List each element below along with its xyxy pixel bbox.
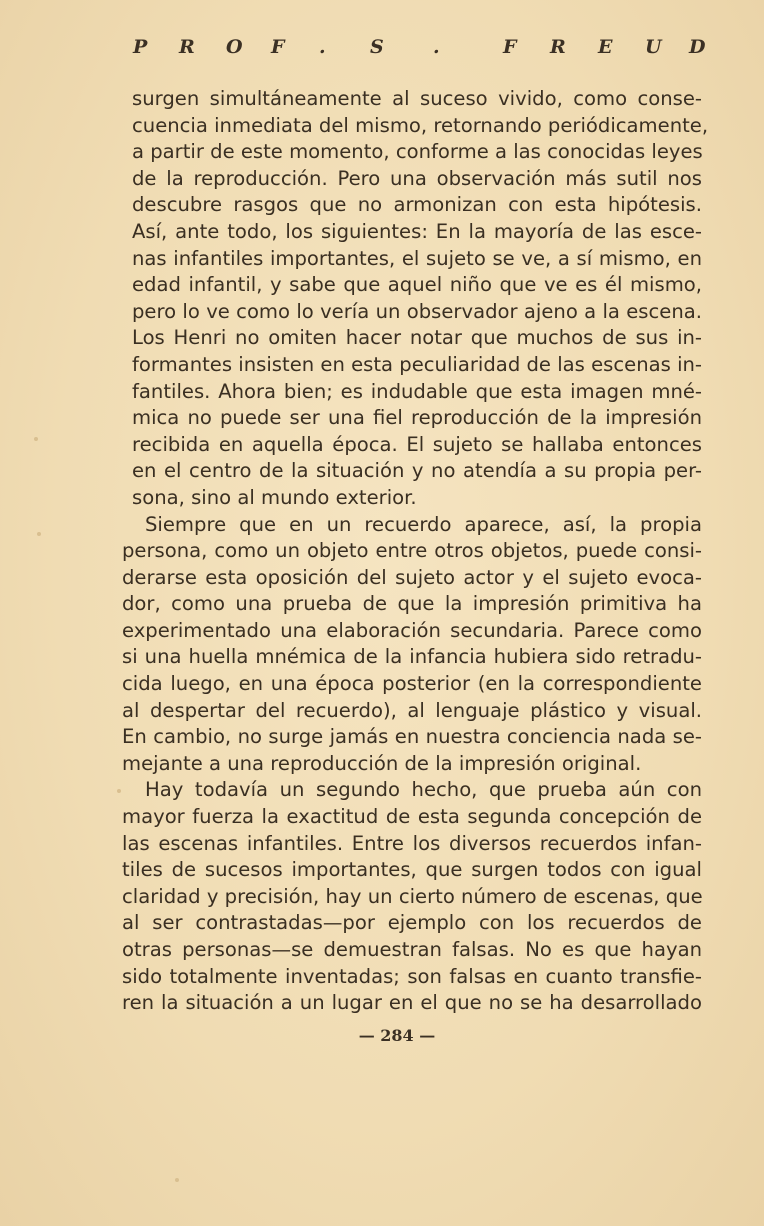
text-line: persona, como un objeto entre otros objetos, puede consi- [122,539,702,563]
page-number: — 284 — [358,1026,436,1045]
text-line: cida luego, en una época posterior (en la correspondiente [122,672,702,696]
text-line: Así, ante todo, los siguientes: En la mayoría de las esce- [132,219,702,243]
running-head-letter: F [271,36,285,58]
paper-speck [34,437,38,441]
text-line: cuencia inmediata del mismo, retornando periódicamente, [132,113,709,137]
text-line: fantiles. Ahora bien; es indudable que esta imagen mné- [132,379,702,403]
text-line: mayor fuerza la exactitud de esta segunda concepción de [122,805,702,829]
text-line: derarse esta oposición del sujeto actor y el sujeto evoca- [122,565,702,589]
text-line: al despertar del recuerdo), al lenguaje plástico y visual. [122,698,702,722]
text-line: surgen simultáneamente al suceso vivido, como conse- [132,87,702,110]
text-line: edad infantil, y sabe que aquel niño que ve es él mismo, [132,273,702,297]
text-line: a partir de este momento, conforme a las conocidas leyes [132,140,703,164]
text-line: experimentado una elaboración secundaria. Parece como [122,618,702,642]
paper-speck [117,789,121,793]
running-head-letter: F [503,36,517,58]
running-head-letter: . [433,36,440,58]
body-text [122,86,709,1017]
running-head-letter: E [598,36,613,58]
text-line: si una huella mnémica de la infancia hubiera sido retradu- [122,645,702,669]
text-line: descubre rasgos que no armonizan con esta hipótesis. [132,193,702,217]
text-line: nas infantiles importantes, el sujeto se ve, a sí mismo, en [132,246,702,270]
text-line: recibida en aquella época. El sujeto se hallaba entonces [132,432,702,456]
running-head-letter: O [226,36,243,58]
text-line: tiles de sucesos importantes, que surgen todos con igual [122,858,702,882]
text-line: claridad y precisión, hay un cierto número de escenas, que [122,884,703,908]
text-line: Los Henri no omiten hacer notar que muchos de sus in- [132,326,702,350]
text-line: ren la situación a un lugar en el que no se ha desarrollado [122,991,702,1015]
running-head-letter: P [133,36,148,58]
running-head [133,36,705,66]
text-line: en el centro de la situación y no atendía a su propia per- [132,459,702,483]
text-line: pero lo ve como lo vería un observador ajeno a la escena. [132,299,702,323]
running-head-letter: U [645,36,662,58]
text-line: mica no puede ser una fiel reproducción de la impresión [132,406,702,430]
text-line: dor, como una prueba de que la impresión primitiva ha [122,592,702,616]
running-head-letter: R [550,36,566,58]
running-head-letter: D [689,36,706,58]
text-line: al ser contrastadas—por ejemplo con los recuerdos de [122,911,702,935]
text-line: mejante a una reproducción de la impresión original. [122,751,642,775]
text-line: otras personas—se demuestran falsas. No es que hayan [122,938,702,961]
running-head-letter: . [319,36,326,58]
running-head-letter: R [179,36,195,58]
text-line: sido totalmente inventadas; son falsas en cuanto transfie- [122,964,702,988]
text-line: En cambio, no surge jamás en nuestra conciencia nada se- [122,725,702,749]
paper-speck [37,532,41,536]
text-line: Hay todavía un segundo hecho, que prueba aún con [145,778,702,802]
text-line: sona, sino al mundo exterior. [132,485,417,509]
running-head-letter: S [370,36,384,58]
text-line: las escenas infantiles. Entre los diversos recuerdos infan- [122,831,702,855]
text-line: formantes insisten en esta peculiaridad de las escenas in- [132,352,702,376]
text-line: de la reproducción. Pero una observación más sutil nos [132,166,702,190]
paper-speck [175,1178,179,1182]
text-line: Siempre que en un recuerdo aparece, así, la propia [145,512,702,536]
